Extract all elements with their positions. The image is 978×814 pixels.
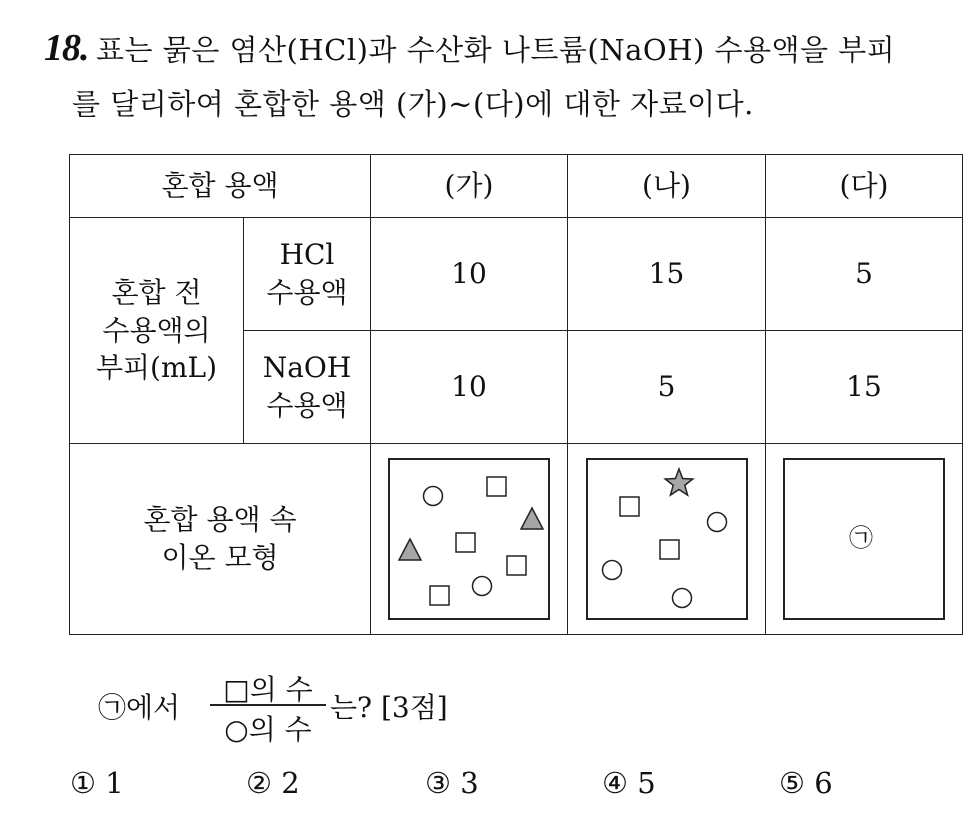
question-number: 18. [44,27,89,69]
prompt-lead: ㉠에서 [98,691,181,724]
data-table [69,154,963,635]
naoh-value-da: 15 [766,331,963,444]
header-col-na: (나) [568,155,766,218]
ratio-fraction [210,668,326,748]
choice-2[interactable]: ② 2 [246,766,300,800]
circle-ion-icon [424,487,443,506]
naoh-label-line-2: 수용액 [266,389,348,422]
square-ion-icon [456,533,475,552]
square-ion-icon [487,477,506,496]
triangle-ion-icon [399,539,421,560]
choice-3[interactable]: ③ 3 [425,766,479,800]
hcl-value-ga: 10 [371,218,568,331]
hcl-label-cell [244,218,371,331]
hcl-value-da: 5 [766,218,963,331]
triangle-ion-icon [521,508,543,529]
ion-model-ga-cell [371,444,568,635]
header-col-da: (다) [766,155,963,218]
ion-model-da [783,458,945,620]
volume-label-cell [70,218,244,444]
circle-ion-icon [672,589,691,608]
ion-model-na-drawing [588,460,746,618]
ion-model-na-cell [568,444,766,635]
ion-model-ga-drawing [390,460,548,618]
ion-model-label-line-2: 이온 모형 [161,541,279,574]
circle-ion-icon [602,561,621,580]
ion-model-da-cell [766,444,963,635]
ion-model-label-line-1: 혼합 용액 속 [143,503,297,537]
table-header-row [70,155,963,218]
header-col-ga: (가) [371,155,568,218]
square-ion-icon [620,497,639,516]
ion-model-label-cell [70,444,371,635]
header-mixed-solution: 혼합 용액 [70,155,371,218]
volume-label-line-3: 부피(mL) [95,351,218,385]
square-ion-icon [430,586,449,605]
naoh-label-cell [244,331,371,444]
square-ion-icon [507,556,526,575]
question-text-line-1: 표는 묽은 염산(HCl)과 수산화 나트륨(NaOH) 수용액을 부피 [96,33,896,67]
hcl-label-line-2: 수용액 [266,276,348,309]
ion-model-na [586,458,748,620]
choice-5[interactable]: ⑤ 6 [779,766,833,800]
model-c-marker: ㉠ [849,524,873,552]
question-text-line-2: 를 달리하여 혼합한 용액 (가)~(다)에 대한 자료이다. [72,87,754,121]
table-row-hcl [70,218,963,331]
choice-4[interactable]: ④ 5 [602,766,656,800]
naoh-label-line-1: NaOH [262,351,352,385]
fraction-denominator: ○의 수 [224,713,312,746]
square-ion-icon [660,540,679,559]
star-ion-icon [665,469,693,495]
naoh-value-na: 5 [568,331,766,444]
table-row-ion-model [70,444,963,635]
hcl-label-line-1: HCl [279,238,335,272]
fraction-numerator: □의 수 [223,673,313,706]
prompt-tail: 는? [3점] [330,691,448,724]
circle-ion-icon [473,577,492,596]
choice-1[interactable]: ① 1 [70,766,124,800]
naoh-value-ga: 10 [371,331,568,444]
hcl-value-na: 15 [568,218,766,331]
circle-ion-icon [707,513,726,532]
ion-model-ga [388,458,550,620]
volume-label-line-2: 수용액의 [102,313,211,347]
volume-label-line-1: 혼합 전 [111,275,202,309]
